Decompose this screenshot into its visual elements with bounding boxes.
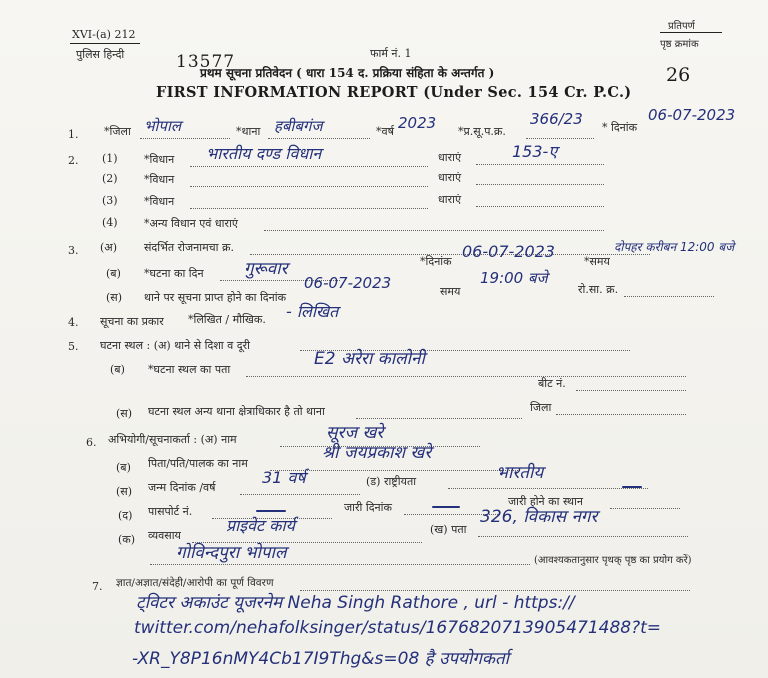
row6-b-idx: (ब) xyxy=(116,461,131,474)
complainant-label: अभियोगी/सूचनाकर्ता : (अ) नाम xyxy=(108,433,237,446)
district-label: *जिला xyxy=(104,125,131,138)
passport-blank-dash xyxy=(256,510,286,512)
scene-label: घटना स्थल : (अ) थाने से दिशा व दूरी xyxy=(100,339,250,352)
father-name-line xyxy=(270,470,520,471)
incident-time-value: दोपहर करीबन 12:00 बजे xyxy=(614,240,735,254)
nationality-line xyxy=(448,488,648,489)
law-idx-3: (3) xyxy=(102,194,118,207)
address-value: 326, विकास नगर xyxy=(480,507,598,527)
row6-number: 6. xyxy=(86,436,97,449)
law-line-3 xyxy=(190,208,428,209)
other-law-label: *अन्य विधान एवं धाराएं xyxy=(144,217,238,230)
title-hindi: प्रथम सूचना प्रतिवेदन ( धारा 154 द. प्रक्रिया संहिता के अन्तर्गत ) xyxy=(200,66,495,80)
date-value: 06-07-2023 xyxy=(648,106,736,124)
law-label-2: *विधान xyxy=(144,173,175,186)
dob-value: 31 वर्ष xyxy=(262,468,306,487)
incident-date-label: *दिनांक xyxy=(420,255,452,268)
nationality-label: (ड) राष्ट्रीयता xyxy=(366,475,417,488)
address-label: (ख) पता xyxy=(430,523,467,536)
report-time-label: समय xyxy=(440,285,461,298)
address-line-2 xyxy=(150,564,530,565)
row4-number: 4. xyxy=(68,316,79,329)
station-value: हबीबगंज xyxy=(274,117,323,135)
row5-b-idx: (ब) xyxy=(110,363,125,376)
page-number: 26 xyxy=(666,64,691,86)
row1-number: 1. xyxy=(68,128,79,141)
sections-line-3 xyxy=(476,206,604,207)
scene-address-line xyxy=(246,376,686,377)
law-line-2 xyxy=(190,186,428,187)
form-code-2: पुलिस हिन्दी xyxy=(76,48,125,61)
accused-details-label: ज्ञात/अज्ञात/संदेही/आरोपी का पूर्ण विवरण xyxy=(116,577,274,589)
sections-line-1 xyxy=(476,164,604,165)
dob-label: जन्म दिनांक /वर्ष xyxy=(148,481,216,494)
passport-place-label: जारी होने का स्थान xyxy=(508,495,583,508)
row3-b-idx: (ब) xyxy=(106,267,121,280)
row6-f-idx: (क) xyxy=(118,533,136,546)
page-label-2: पृष्ठ क्रमांक xyxy=(660,39,699,50)
report-received-date: 06-07-2023 xyxy=(304,274,392,292)
report-time-value: 19:00 बजे xyxy=(480,269,548,287)
row2-number: 2. xyxy=(68,154,79,167)
station-line xyxy=(268,138,370,139)
beat-line xyxy=(576,390,686,391)
other-station-label: घटना स्थल अन्य थाना क्षेत्राधिकार है तो थाना xyxy=(148,405,325,418)
title-english: FIRST INFORMATION REPORT (Under Sec. 154 Cr. P.C.) xyxy=(156,84,632,101)
address-value-2: गोविन्दपुरा भोपाल xyxy=(176,543,287,563)
accused-line-1: ट्विटर अकाउंट यूजरनेम Neha Singh Rathore , url - https:// xyxy=(136,593,575,613)
complainant-name-value: सूरज खरे xyxy=(326,423,384,443)
page-label-1: प्रतिपर्ण xyxy=(668,21,695,32)
sections-label-3: धाराएं xyxy=(438,193,462,206)
other-law-idx: (4) xyxy=(102,216,118,229)
scene-address-label: *घटना स्थल का पता xyxy=(148,363,231,376)
other-station-line xyxy=(356,418,522,419)
sections-line-2 xyxy=(476,184,604,185)
incident-day-value: गुरूवार xyxy=(244,259,288,279)
law-line-1 xyxy=(190,166,428,167)
incident-date-value: 06-07-2023 xyxy=(462,242,555,261)
law-idx-2: (2) xyxy=(102,172,118,185)
row5-c-idx: (स) xyxy=(116,407,133,420)
form-code-divider xyxy=(70,43,140,44)
fir-value: 366/23 xyxy=(530,110,583,128)
serial-number: 13577 xyxy=(176,52,236,72)
scene-address-value: E2 अरेरा कालोनी xyxy=(314,349,425,369)
ro-number-line xyxy=(624,296,714,297)
accused-line-3: -XR_Y8P16nMY4Cb17I9Thg&s=08 है उपयोगकर्ता xyxy=(132,649,510,669)
year-label: *वर्ष xyxy=(376,125,394,138)
ro-number-label: रो.सा. क्र. xyxy=(578,283,619,296)
address-line xyxy=(478,536,688,537)
info-type-options: *लिखित / मौखिक. xyxy=(188,313,266,326)
info-type-value: - लिखित xyxy=(286,302,339,321)
passport-place-line xyxy=(610,508,680,509)
law-label-1: *विधान xyxy=(144,153,175,166)
law-idx-1: (1) xyxy=(102,152,118,165)
row3-a-idx: (अ) xyxy=(100,241,117,254)
sections-value-1: 153-ए xyxy=(512,142,558,161)
district-line xyxy=(140,138,230,139)
passport-issue-dash xyxy=(432,506,460,508)
info-type-label: सूचना का प्रकार xyxy=(100,315,164,328)
row6-c-idx: (स) xyxy=(116,485,133,498)
date-label: * दिनांक xyxy=(602,121,638,134)
form-code-1: XVI-(a) 212 xyxy=(72,28,136,41)
other-law-line xyxy=(264,230,604,231)
extra-page-note: (आवश्यकतानुसार पृथक् पृष्ठ का प्रयोग करें) xyxy=(534,555,692,566)
report-received-label: थाने पर सूचना प्राप्त होने का दिनांक xyxy=(144,291,287,304)
diary-label: संदर्भित रोजनामचा क्र. xyxy=(144,241,234,254)
passport-label: पासपोर्ट नं. xyxy=(148,505,193,518)
father-name-value: श्री जयप्रकाश खरे xyxy=(322,443,432,463)
law-label-3: *विधान xyxy=(144,195,175,208)
incident-time-label: *समय xyxy=(584,255,610,268)
occupation-label: व्यवसाय xyxy=(148,529,181,542)
father-name-label: पिता/पति/पालक का नाम xyxy=(148,457,248,470)
occupation-value: प्राइवेट कार्य xyxy=(226,516,295,535)
beat-label: बीट नं. xyxy=(538,377,566,390)
fir-line xyxy=(526,138,594,139)
passport-issue-label: जारी दिनांक xyxy=(344,501,392,514)
district-value: भोपाल xyxy=(144,117,182,135)
year-value: 2023 xyxy=(398,114,437,132)
row3-c-idx: (स) xyxy=(106,291,123,304)
sections-label-2: धाराएं xyxy=(438,171,462,184)
accused-line-2: twitter.com/nehafolksinger/status/1676820713905471488?t= xyxy=(134,618,662,638)
dob-line xyxy=(240,494,360,495)
row7-number: 7. xyxy=(92,580,103,593)
station-label: *थाना xyxy=(236,125,261,138)
incident-day-label: *घटना का दिन xyxy=(144,267,204,280)
fir-label: *प्र.सू.प.क्र. xyxy=(458,125,506,138)
row5-number: 5. xyxy=(68,340,79,353)
row6-e-idx: (द) xyxy=(118,509,133,522)
row3-number: 3. xyxy=(68,244,79,257)
passport-place-dash xyxy=(622,486,642,488)
other-district-line xyxy=(556,414,686,415)
form-number: फार्म नं. 1 xyxy=(370,47,412,60)
law-value-1: भारतीय दण्ड विधान xyxy=(206,144,322,163)
nationality-value: भारतीय xyxy=(496,463,544,483)
other-district-label: जिला xyxy=(530,401,552,414)
sections-label-1: धाराएं xyxy=(438,151,462,164)
page-label-divider xyxy=(660,32,722,33)
